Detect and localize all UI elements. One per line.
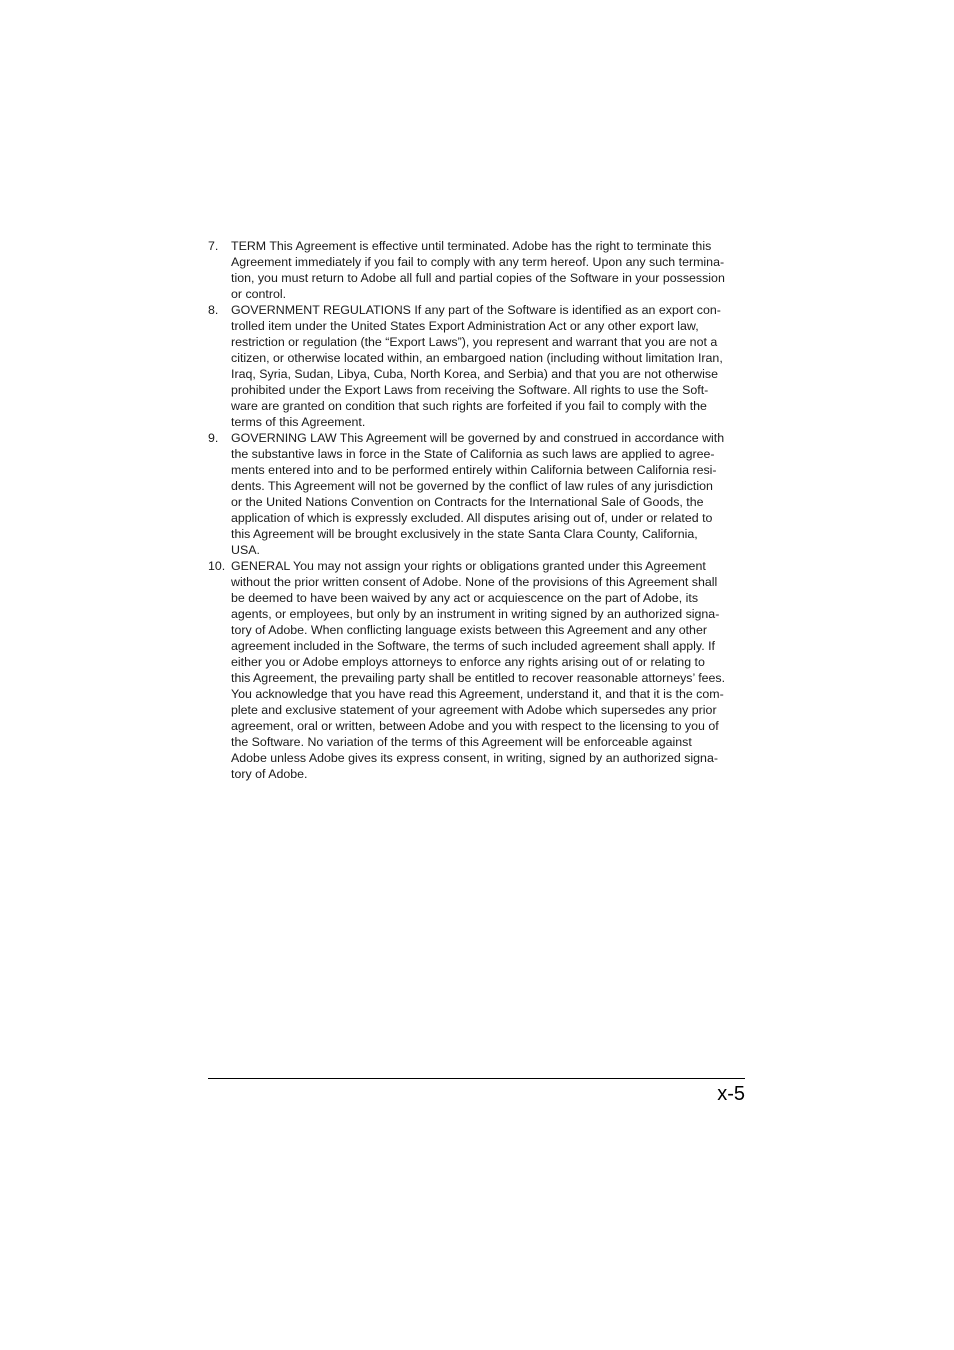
clause-line: prohibited under the Export Laws from receiving the Software. All rights to use the Soft- <box>231 383 709 397</box>
clause-text <box>231 558 748 782</box>
clause-line: or the United Nations Convention on Contracts for the International Sale of Goods, the <box>231 495 704 509</box>
clause-line: this Agreement, the prevailing party shall be entitled to recover reasonable attorneys’ fees. <box>231 671 726 685</box>
clause-line: tory of Adobe. When conflicting language exists between this Agreement and any other <box>231 623 707 637</box>
clause-item <box>208 558 748 782</box>
clause-line: Adobe unless Adobe gives its express consent, in writing, signed by an authorized signa- <box>231 751 718 765</box>
clause-text <box>231 238 748 302</box>
clause-line: restriction or regulation (the “Export Laws”), you represent and warrant that you are not a <box>231 335 718 349</box>
clause-text <box>231 302 748 430</box>
clause-line: terms of this Agreement. <box>231 415 366 429</box>
clause-line: or control. <box>231 287 287 301</box>
clause-line: GOVERNMENT REGULATIONS If any part of the Software is identified as an export con- <box>231 303 721 317</box>
clause-line: GOVERNING LAW This Agreement will be governed by and construed in accordance with <box>231 431 725 445</box>
clause-number: 7. <box>208 239 219 253</box>
clause-number: 10. <box>208 559 226 573</box>
clause-line: USA. <box>231 543 260 557</box>
clause-line: without the prior written consent of Adobe. None of the provisions of this Agreement shall <box>231 575 718 589</box>
clause-line: tion, you must return to Adobe all full and partial copies of the Software in your possession <box>231 271 725 285</box>
agreement-clauses <box>208 238 748 782</box>
clause-line: You acknowledge that you have read this Agreement, understand it, and that it is the com- <box>231 687 724 701</box>
clause-text <box>231 430 748 558</box>
clause-item <box>208 238 748 302</box>
clause-line: agreement included in the Software, the terms of such included agreement shall apply. If <box>231 639 715 653</box>
clause-line: ments entered into and to be performed entirely within California between California resi- <box>231 463 717 477</box>
clause-line: agreement, oral or written, between Adobe and you with respect to the licensing to you of <box>231 719 719 733</box>
clause-line: this Agreement will be brought exclusively in the state Santa Clara County, California, <box>231 527 698 541</box>
page-number: x-5 <box>717 1083 745 1105</box>
clause-line: TERM This Agreement is effective until terminated. Adobe has the right to terminate this <box>231 239 712 253</box>
clause-line: the substantive laws in force in the State of California as such laws are applied to agree- <box>231 447 715 461</box>
clause-line: application of which is expressly excluded. All disputes arising out of, under or related to <box>231 511 713 525</box>
clause-line: agents, or employees, but only by an instrument in writing signed by an authorized signa- <box>231 607 720 621</box>
clause-item <box>208 302 748 430</box>
clause-item <box>208 430 748 558</box>
clause-line: trolled item under the United States Export Administration Act or any other export law, <box>231 319 699 333</box>
clause-line: be deemed to have been waived by any act or acquiescence on the part of Adobe, its <box>231 591 699 605</box>
clause-line: citizen, or otherwise located within, an embargoed nation (including without limitation Iran, <box>231 351 723 365</box>
clause-line: ware are granted on condition that such rights are forfeited if you fail to comply with the <box>231 399 707 413</box>
clause-line: Agreement immediately if you fail to comply with any term hereof. Upon any such termina- <box>231 255 725 269</box>
clause-line: GENERAL You may not assign your rights or obligations granted under this Agreement <box>231 559 706 573</box>
clause-line: dents. This Agreement will not be governed by the conflict of law rules of any jurisdiction <box>231 479 713 493</box>
clause-line: tory of Adobe. <box>231 767 308 781</box>
clause-line: plete and exclusive statement of your agreement with Adobe which supersedes any prior <box>231 703 717 717</box>
clause-line: the Software. No variation of the terms of this Agreement will be enforceable against <box>231 735 692 749</box>
clause-line: either you or Adobe employs attorneys to enforce any rights arising out of or relating to <box>231 655 705 669</box>
clause-line: Iraq, Syria, Sudan, Libya, Cuba, North Korea, and Serbia) and that you are not otherwise <box>231 367 718 381</box>
footer-divider <box>208 1078 745 1079</box>
clause-number: 9. <box>208 431 219 445</box>
clause-number: 8. <box>208 303 219 317</box>
